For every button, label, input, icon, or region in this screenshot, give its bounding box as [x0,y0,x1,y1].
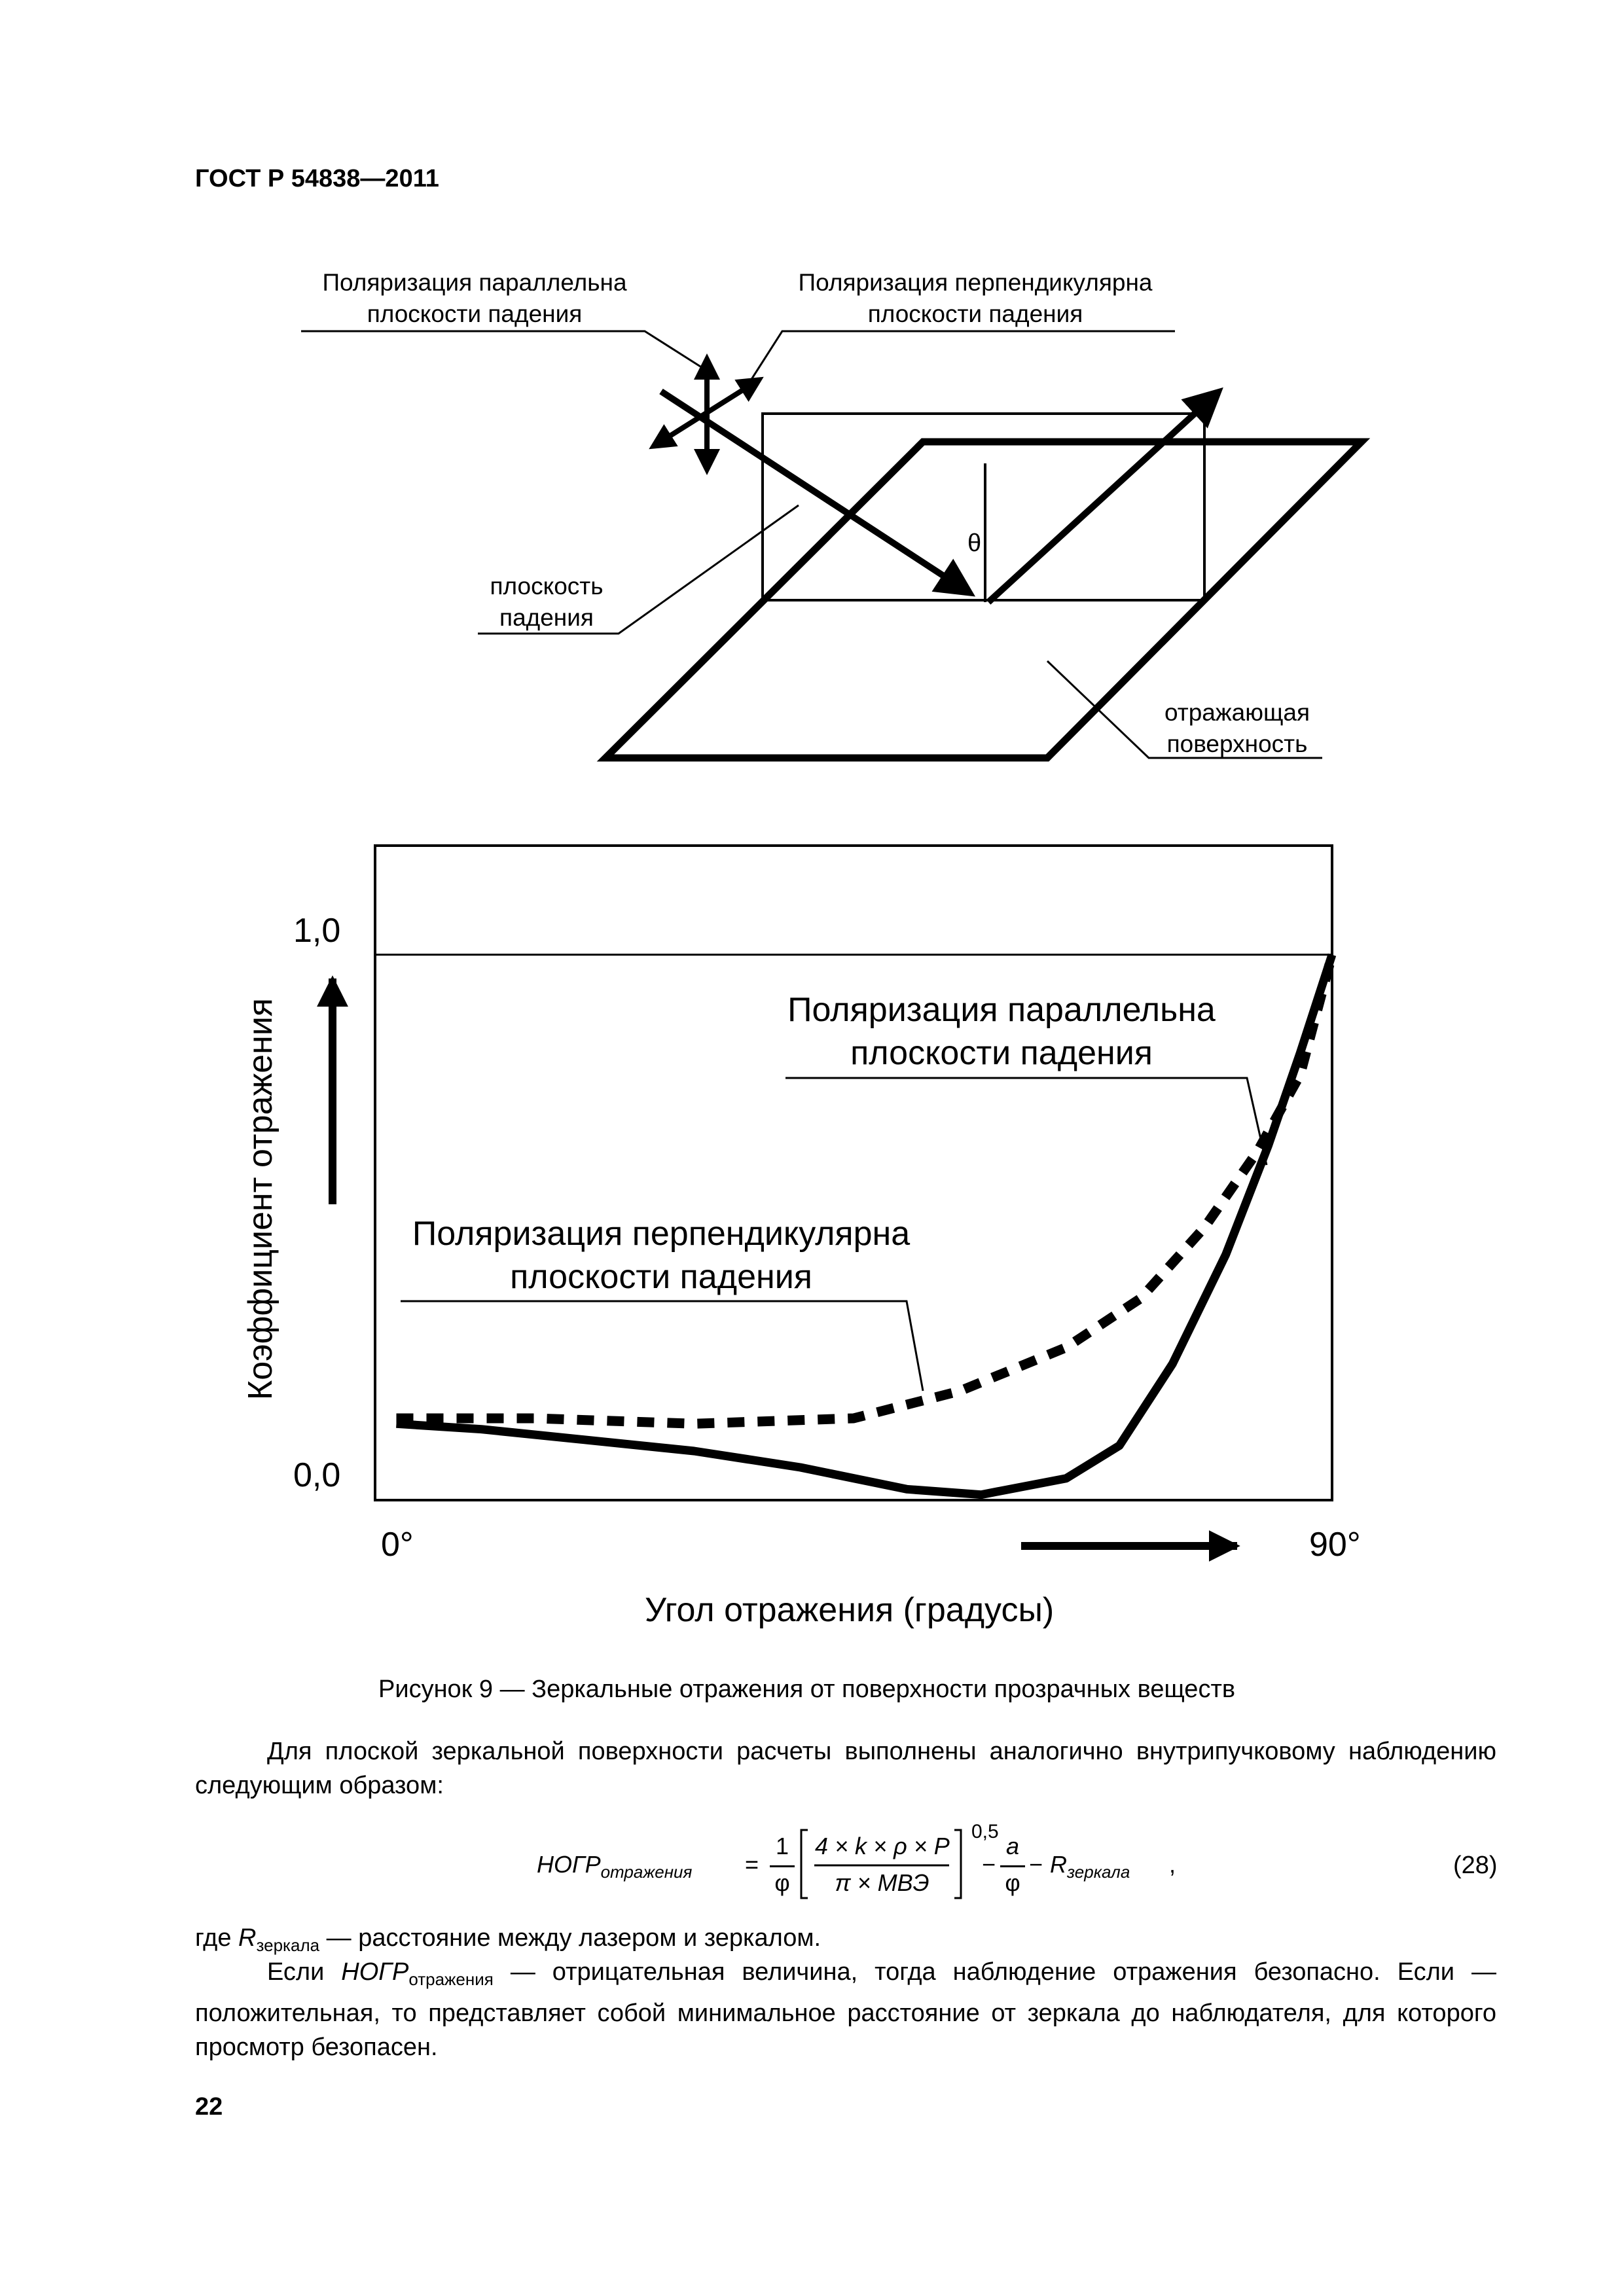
page-number: 22 [195,2093,223,2121]
label-perpendicular-polarization: Поляризация перпендикулярна плоскости падения [798,269,1153,327]
frac1-denominator: φ [774,1869,790,1896]
label-reflecting-surface: отражающая поверхность [1164,699,1310,757]
reflected-ray [988,393,1218,602]
figure-caption: Рисунок 9 — Зеркальные отражения от поверхности прозрачных веществ [378,1676,1236,1703]
leader-perpendicular-annotation [401,1301,923,1391]
formula-minus-2: − [1029,1851,1043,1878]
frac2-bar [1000,1865,1025,1867]
formula-exponent: 0,5 [971,1821,999,1842]
frac2-denominator: φ [1005,1869,1020,1896]
formula-number: (28) [1453,1852,1498,1879]
label-parallel-polarization: Поляризация параллельна плоскости падения [322,269,627,327]
frac1-numerator: 1 [775,1833,789,1859]
paragraph-condition: Если $НОГР_{отражения}$ — отрицательная величина, тогда наблюдение отражения безопасно. Если — положительная, то представляет собой минимальное расстояние от зеркала до наблюдателя, для которого просмотр безопасен. [195,1958,1496,2061]
formula-comma: , [1169,1851,1176,1878]
y-tick-label-max: 1,0 [293,912,341,950]
frac1-bar [770,1865,795,1867]
angle-theta: θ [967,529,982,557]
inner-denominator: π × МВЭ [835,1869,929,1896]
paragraph-intro: Для плоской зеркальной поверхности расчеты выполнены аналогично внутрипучковому наблюдению следующим образом: [195,1738,1496,1799]
label-plane-of-incidence: плоскость падения [490,573,604,631]
frac2-numerator: a [1005,1833,1020,1859]
leader-parallel [301,331,700,367]
y-axis-label: Коэффициент отражения [242,997,280,1401]
document-header: ГОСТ Р 54838—2011 [195,165,439,192]
formula-rhs: $R_{зеркала}$ [1050,1851,1130,1882]
leader-parallel-annotation [785,1078,1267,1165]
annotation-perpendicular: Поляризация перпендикулярна плоскости падения [412,1215,911,1296]
inner-numerator: 4 × k × ρ × P [815,1833,950,1859]
formula-lhs: $НОГР_{отражения}$ [537,1851,693,1882]
x-axis-label: Угол отражения (градусы) [645,1591,1055,1629]
x-tick-label-max: 90° [1309,1526,1361,1564]
formula-minus-1: − [982,1851,996,1878]
formula-equals: = [745,1851,759,1878]
y-tick-label-min: 0,0 [293,1456,341,1494]
chart-frame [375,846,1332,1500]
x-tick-label-min: 0° [381,1526,414,1564]
where-clause: где $R_{зеркала}$ — расстояние между лазером и зеркалом. [195,1924,821,1955]
leader-perpendicular [746,331,1175,387]
annotation-parallel: Поляризация параллельна плоскости падения [787,991,1216,1072]
reflection-diagram [0,0,1624,818]
